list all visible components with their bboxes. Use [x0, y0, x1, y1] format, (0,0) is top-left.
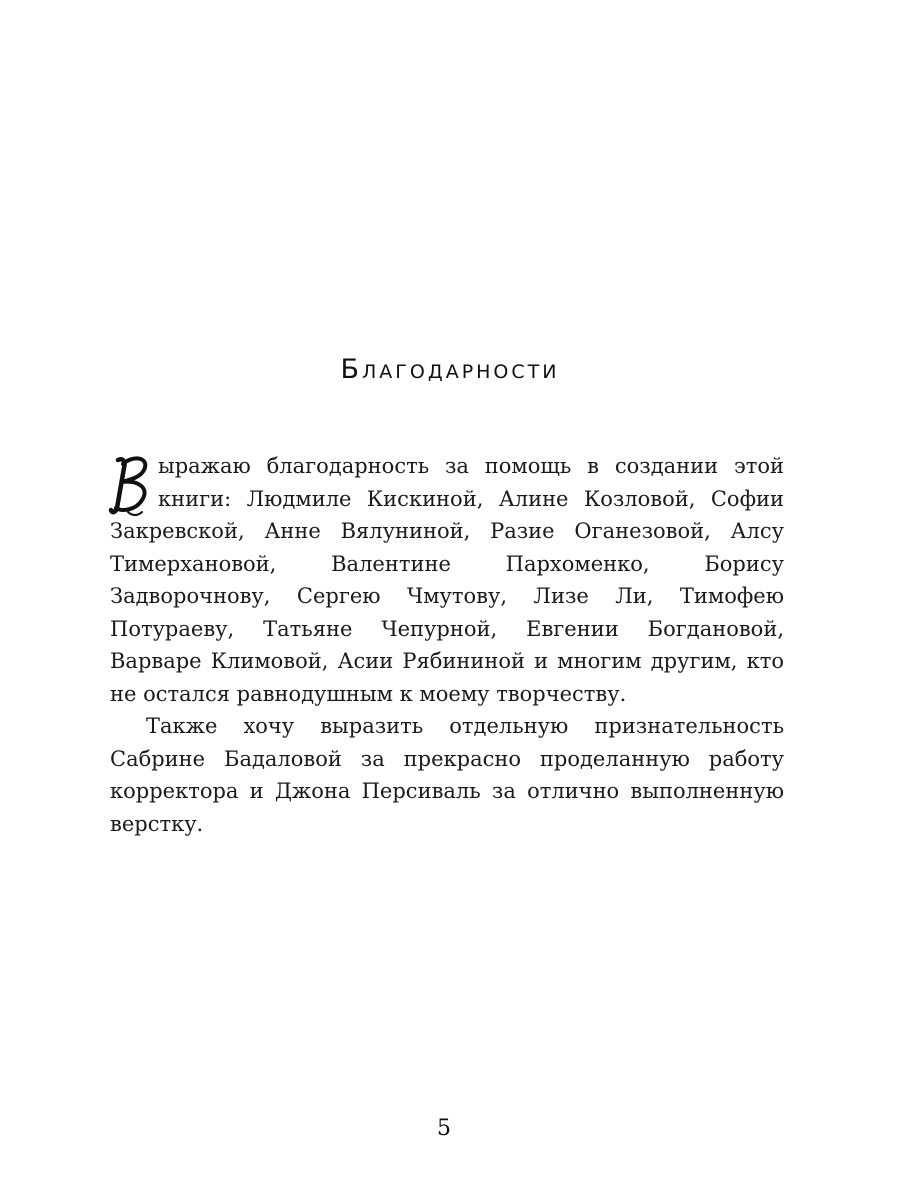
acknowledgements-text — [110, 450, 784, 840]
drop-cap-letter — [108, 454, 152, 514]
paragraph-2: Также хочу выразить отдельную признательность Сабрине Бадаловой за прекрасно проделанную работу корректора и Джона Персиваль за отлично выполненную верстку. — [110, 714, 784, 836]
paragraph-1-text: ыражаю благодарность за помощь в создании этой книги: Людмиле Кискиной, Алине Козловой, Софии Закревской, Анне Вялуниной, Разие Оганезовой, Алсу Тимерхановой, Валентине Пархоменко, Борису Задворочнову, Сергею Чмутову, Лизе Ли, Тимофею Потураеву, Татьяне Чепурной, Евгении Богдановой, Варваре Климовой, Асии Рябининой и многим другим, кто не остался равнодушным к моему творчеству. — [110, 454, 784, 706]
page-heading: Благодарности — [340, 354, 560, 385]
page-number: 5 — [437, 1116, 451, 1141]
paragraph-1 — [110, 450, 784, 710]
drop-cap-glyph — [108, 454, 154, 518]
